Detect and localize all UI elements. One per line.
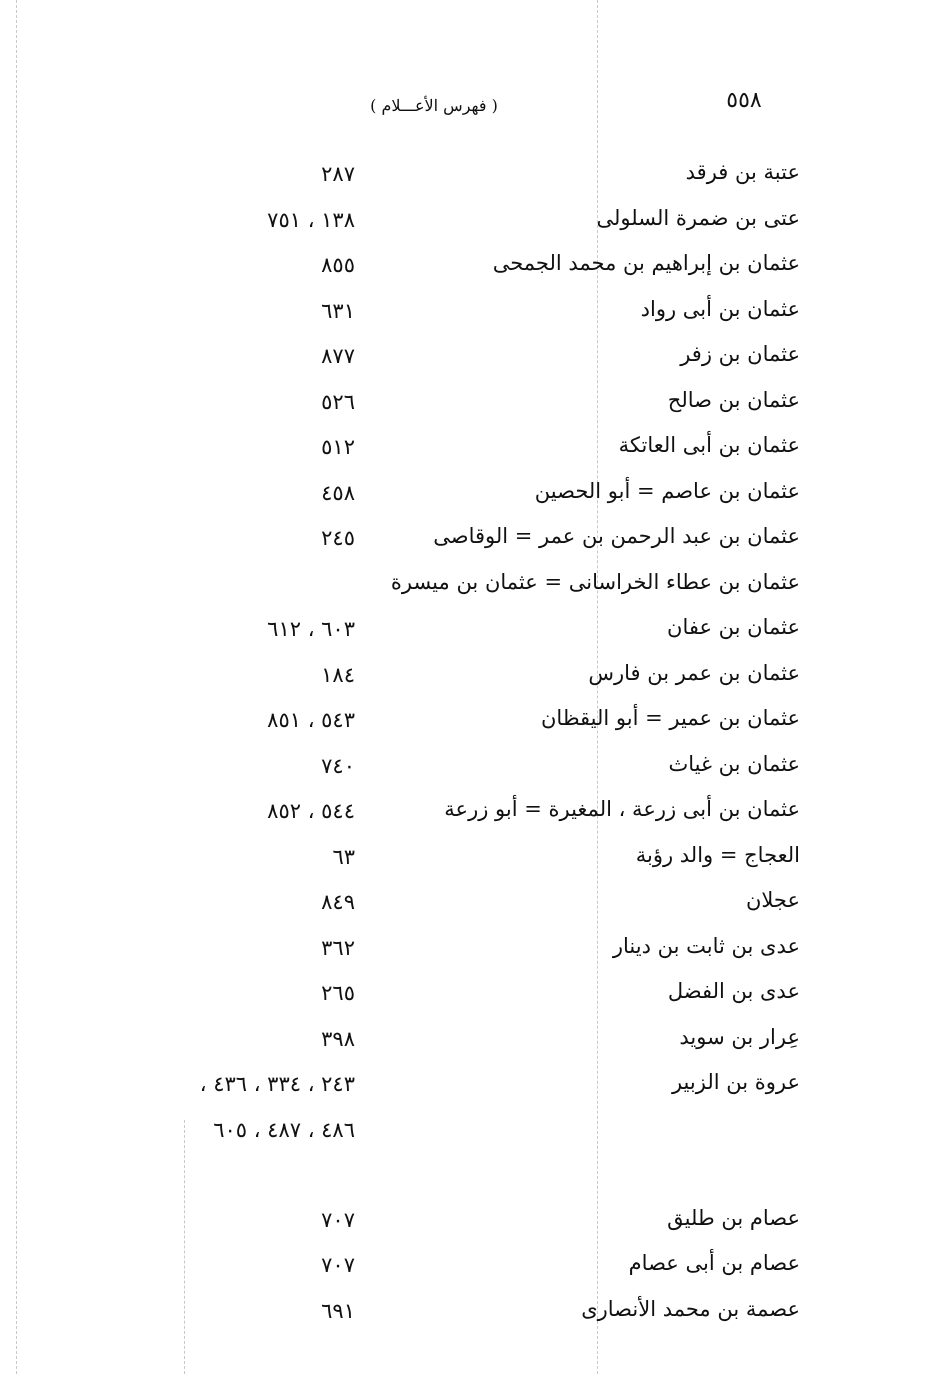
- entry-pages: ٧٠٧: [321, 1207, 355, 1232]
- entry-name: عثمان بن أبى زرعة ، المغيرة = أبو زرعة: [444, 797, 800, 821]
- list-item: [0, 930, 935, 976]
- list-item: [0, 793, 935, 839]
- entry-name: عتبة بن فرقد: [685, 160, 800, 184]
- list-item: [0, 338, 935, 384]
- entry-name: عثمان بن زفر: [680, 342, 800, 366]
- list-item: [0, 1247, 935, 1293]
- list-item-continuation: [0, 1112, 935, 1156]
- entry-pages: ٥١٢: [321, 435, 355, 459]
- list-spacer: [0, 1156, 935, 1202]
- entry-name: عثمان بن عبد الرحمن بن عمر = الوقاصى: [433, 524, 800, 548]
- entry-pages: ٦٩١: [321, 1298, 355, 1323]
- list-item: [0, 520, 935, 566]
- entry-pages: ٦٣١: [321, 298, 355, 323]
- entry-name: عثمان بن عفان: [667, 615, 800, 639]
- entry-name: عصام بن طليق: [667, 1205, 800, 1230]
- entry-name: عثمان بن إبراهيم بن محمد الجمحى: [492, 251, 800, 275]
- entry-name: عِرار بن سويد: [679, 1024, 800, 1049]
- entry-pages: ٦٠٣ ، ٦١٢: [267, 617, 355, 641]
- entry-pages: ٢٦٥: [321, 981, 355, 1005]
- list-item: [0, 1066, 935, 1112]
- entry-pages: ٣٦٢: [321, 935, 355, 960]
- entry-name: عثمان بن أبى رواد: [640, 296, 800, 321]
- list-item: [0, 975, 935, 1021]
- entry-name: عثمان بن عطاء الخراسانى = عثمان بن ميسرة: [390, 569, 800, 594]
- list-item: [0, 884, 935, 930]
- entry-pages: ٧٠٧: [321, 1253, 355, 1277]
- entry-name: عتى بن ضمرة السلولى: [596, 205, 800, 230]
- entry-name: العجاج = والد رؤبة: [635, 842, 800, 867]
- entry-name: عصمة بن محمد الأنصارى: [581, 1296, 800, 1321]
- running-title: ( فهرس الأعـــلام ): [370, 96, 498, 115]
- list-item: [0, 475, 935, 521]
- entry-pages: ٤٥٨: [321, 480, 355, 505]
- entry-pages: ٨٧٧: [321, 344, 355, 368]
- list-item: [0, 611, 935, 657]
- entry-pages: ٨٤٩: [321, 890, 355, 914]
- entry-name: عروة بن الزبير: [671, 1070, 800, 1094]
- entry-pages: ٤٨٦ ، ٤٨٧ ، ٦٠٥: [213, 1117, 355, 1142]
- entry-pages: ٨٥٥: [321, 253, 355, 277]
- entry-pages: ٢٤٣ ، ٣٣٤ ، ٤٣٦ ،: [199, 1072, 355, 1096]
- list-item: [0, 247, 935, 293]
- entry-name: عصام بن أبى عصام: [628, 1251, 800, 1275]
- list-item: [0, 566, 935, 612]
- entry-pages: ٥٢٦: [321, 389, 355, 414]
- entry-name: عدى بن ثابت بن دينار: [612, 933, 800, 958]
- list-item: [0, 156, 935, 202]
- entry-name: عثمان بن عمير = أبو اليقظان: [541, 706, 800, 730]
- entry-name: عثمان بن عمر بن فارس: [588, 660, 800, 685]
- list-item: [0, 293, 935, 339]
- entry-pages: ٢٨٧: [321, 162, 355, 186]
- list-item: [0, 202, 935, 248]
- list-item: [0, 1293, 935, 1339]
- list-item: [0, 748, 935, 794]
- entry-pages: ٣٩٨: [321, 1026, 355, 1051]
- list-item: [0, 1021, 935, 1067]
- list-item: [0, 839, 935, 885]
- page-number: ٥٥٨: [726, 88, 762, 113]
- entry-pages: ٥٤٣ ، ٨٥١: [267, 708, 355, 732]
- entry-name: عدى بن الفضل: [667, 979, 800, 1003]
- entry-pages: ٦٣: [332, 844, 355, 869]
- list-item: [0, 1202, 935, 1248]
- entry-pages: ٢٤٥: [321, 526, 355, 550]
- list-item: [0, 429, 935, 475]
- list-item: [0, 657, 935, 703]
- entry-name: عثمان بن أبى العاتكة: [618, 433, 800, 457]
- entry-name: عثمان بن غياث: [668, 751, 800, 776]
- entry-name: عجلان: [745, 888, 800, 912]
- entry-pages: ١٣٨ ، ٧٥١: [267, 207, 355, 232]
- entry-pages: ١٨٤: [321, 662, 355, 687]
- entry-name: عثمان بن صالح: [667, 387, 800, 412]
- list-item: [0, 384, 935, 430]
- index-list: [0, 156, 935, 1338]
- entry-pages: ٧٤٠: [321, 753, 355, 778]
- entry-pages: ٥٤٤ ، ٨٥٢: [267, 799, 355, 823]
- entry-name: عثمان بن عاصم = أبو الحصين: [534, 478, 800, 503]
- list-item: [0, 702, 935, 748]
